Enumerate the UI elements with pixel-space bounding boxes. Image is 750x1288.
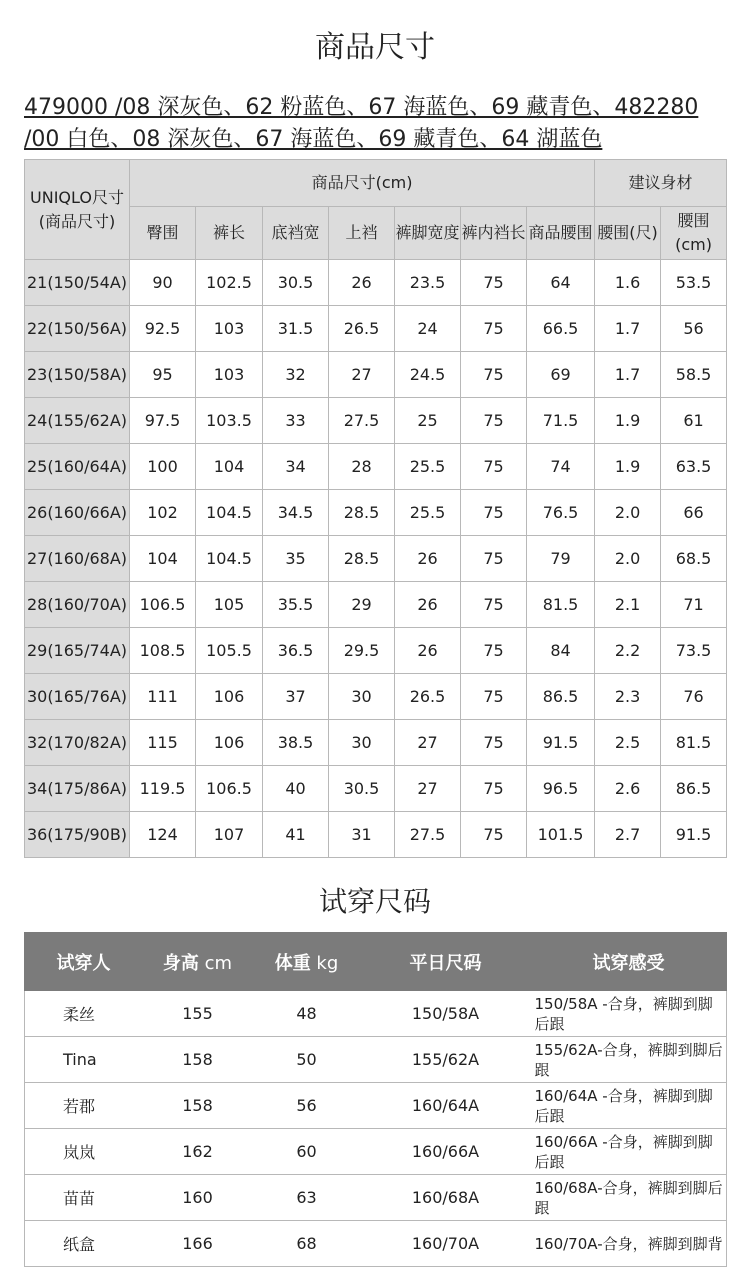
size-value-cell: 30.5 — [263, 260, 329, 306]
body-size-group-header: 建议身材 — [595, 160, 727, 207]
size-row — [25, 398, 727, 444]
size-value-cell: 26.5 — [329, 306, 395, 352]
fit-column-header — [25, 933, 143, 991]
size-value-cell: 68.5 — [661, 536, 727, 582]
fit-height-cell: 155 — [143, 991, 253, 1037]
fit-row — [25, 1129, 727, 1175]
size-column-header: 商品腰围 — [527, 207, 595, 260]
size-value-cell: 73.5 — [661, 628, 727, 674]
size-value-cell: 24 — [395, 306, 461, 352]
size-value-cell: 76.5 — [527, 490, 595, 536]
size-value-cell: 1.9 — [595, 444, 661, 490]
fit-header-label: 体重 — [274, 952, 311, 974]
size-value-cell: 63.5 — [661, 444, 727, 490]
size-row — [25, 582, 727, 628]
fit-usual-cell: 160/64A — [361, 1083, 531, 1129]
size-value-cell: 104.5 — [196, 536, 263, 582]
size-value-cell: 124 — [130, 812, 196, 858]
size-section-title: 商品尺寸 — [315, 30, 435, 65]
fit-usual-cell: 160/68A — [361, 1175, 531, 1221]
size-value-cell: 71.5 — [527, 398, 595, 444]
corner-header-text: UNIQLO尺寸 (商品尺寸) — [30, 187, 124, 231]
fit-feel-cell: 150/58A -合身，裤脚到脚后跟 — [531, 991, 727, 1037]
size-value-cell: 30 — [329, 720, 395, 766]
size-value-cell: 40 — [263, 766, 329, 812]
fit-usual-cell: 155/62A — [361, 1037, 531, 1083]
size-table — [24, 159, 727, 858]
fit-feel-cell: 160/66A -合身，裤脚到脚后跟 — [531, 1129, 727, 1175]
size-value-cell: 1.6 — [595, 260, 661, 306]
size-label-cell: 29(165/74A) — [25, 628, 130, 674]
size-value-cell: 41 — [263, 812, 329, 858]
fit-name-cell: 岚岚 — [25, 1129, 143, 1175]
size-value-cell: 56 — [661, 306, 727, 352]
fit-name-cell: 苗苗 — [25, 1175, 143, 1221]
sku-color-line: 479000 /08 深灰色、62 粉蓝色、67 海蓝色、69 藏青色、482280 /00 白色、08 深灰色、67 海蓝色、69 藏青色、64 湖蓝色 — [24, 95, 699, 152]
size-value-cell: 81.5 — [661, 720, 727, 766]
size-column-header: 臀围 — [130, 207, 196, 260]
size-column-header: 裤内裆长 — [461, 207, 527, 260]
size-value-cell: 105 — [196, 582, 263, 628]
size-value-cell: 1.7 — [595, 352, 661, 398]
fit-feel-cell: 160/68A-合身，裤脚到脚后跟 — [531, 1175, 727, 1221]
size-column-header: 底裆宽 — [263, 207, 329, 260]
fit-row — [25, 1083, 727, 1129]
size-value-cell: 103 — [196, 352, 263, 398]
size-value-cell: 26 — [395, 582, 461, 628]
size-row — [25, 536, 727, 582]
size-value-cell: 26 — [395, 536, 461, 582]
fit-row — [25, 991, 727, 1037]
size-value-cell: 30.5 — [329, 766, 395, 812]
size-value-cell: 31.5 — [263, 306, 329, 352]
size-value-cell: 24.5 — [395, 352, 461, 398]
product-size-group-header: 商品尺寸(cm) — [130, 160, 595, 207]
size-row — [25, 306, 727, 352]
size-value-cell: 34.5 — [263, 490, 329, 536]
size-value-cell: 26 — [329, 260, 395, 306]
fit-name-cell: 纸盒 — [25, 1221, 143, 1267]
size-corner-header — [25, 160, 130, 260]
size-value-cell: 119.5 — [130, 766, 196, 812]
fit-feel-cell: 160/64A -合身，裤脚到脚后跟 — [531, 1083, 727, 1129]
size-value-cell: 103.5 — [196, 398, 263, 444]
fit-height-cell: 158 — [143, 1083, 253, 1129]
fit-row — [25, 1175, 727, 1221]
size-value-cell: 106 — [196, 674, 263, 720]
size-row — [25, 766, 727, 812]
size-value-cell: 74 — [527, 444, 595, 490]
size-value-cell: 96.5 — [527, 766, 595, 812]
size-column-header: 腰围(尺) — [595, 207, 661, 260]
size-value-cell: 107 — [196, 812, 263, 858]
size-value-cell: 2.0 — [595, 490, 661, 536]
fit-column-header — [531, 933, 727, 991]
size-value-cell: 91.5 — [527, 720, 595, 766]
size-value-cell: 58.5 — [661, 352, 727, 398]
size-value-cell: 2.2 — [595, 628, 661, 674]
size-value-cell: 28.5 — [329, 536, 395, 582]
size-value-cell: 81.5 — [527, 582, 595, 628]
size-value-cell: 86.5 — [527, 674, 595, 720]
fit-weight-cell: 48 — [253, 991, 361, 1037]
size-label-cell: 30(165/76A) — [25, 674, 130, 720]
size-row — [25, 628, 727, 674]
fit-column-header — [361, 933, 531, 991]
size-value-cell: 92.5 — [130, 306, 196, 352]
size-value-cell: 66.5 — [527, 306, 595, 352]
size-value-cell: 108.5 — [130, 628, 196, 674]
size-value-cell: 30 — [329, 674, 395, 720]
size-value-cell: 100 — [130, 444, 196, 490]
fit-column-header — [143, 933, 253, 991]
size-label-cell: 34(175/86A) — [25, 766, 130, 812]
size-value-cell: 31 — [329, 812, 395, 858]
fit-section-title: 试穿尺码 — [318, 885, 431, 918]
size-value-cell: 75 — [461, 306, 527, 352]
fit-weight-cell: 68 — [253, 1221, 361, 1267]
size-label-cell: 21(150/54A) — [25, 260, 130, 306]
size-value-cell: 75 — [461, 260, 527, 306]
fit-height-cell: 166 — [143, 1221, 253, 1267]
size-value-cell: 104 — [196, 444, 263, 490]
size-value-cell: 25.5 — [395, 490, 461, 536]
size-value-cell: 1.9 — [595, 398, 661, 444]
size-value-cell: 104.5 — [196, 490, 263, 536]
size-value-cell: 38.5 — [263, 720, 329, 766]
size-label-cell: 32(170/82A) — [25, 720, 130, 766]
size-value-cell: 27.5 — [395, 812, 461, 858]
size-label-cell: 23(150/58A) — [25, 352, 130, 398]
size-value-cell: 111 — [130, 674, 196, 720]
size-column-header: 裤脚宽度 — [395, 207, 461, 260]
size-value-cell: 75 — [461, 628, 527, 674]
size-value-cell: 23.5 — [395, 260, 461, 306]
size-value-cell: 75 — [461, 398, 527, 444]
size-value-cell: 106.5 — [130, 582, 196, 628]
fit-header-label: 试穿人 — [56, 952, 111, 974]
size-value-cell: 97.5 — [130, 398, 196, 444]
size-value-cell: 75 — [461, 766, 527, 812]
size-value-cell: 106.5 — [196, 766, 263, 812]
fit-row — [25, 1221, 727, 1267]
fit-usual-cell: 160/66A — [361, 1129, 531, 1175]
size-value-cell: 105.5 — [196, 628, 263, 674]
size-value-cell: 27 — [395, 766, 461, 812]
size-value-cell: 36.5 — [263, 628, 329, 674]
size-value-cell: 75 — [461, 490, 527, 536]
size-value-cell: 25.5 — [395, 444, 461, 490]
size-value-cell: 71 — [661, 582, 727, 628]
size-value-cell: 2.1 — [595, 582, 661, 628]
fit-usual-cell: 160/70A — [361, 1221, 531, 1267]
size-value-cell: 75 — [461, 674, 527, 720]
size-value-cell: 84 — [527, 628, 595, 674]
size-value-cell: 64 — [527, 260, 595, 306]
size-value-cell: 103 — [196, 306, 263, 352]
size-value-cell: 106 — [196, 720, 263, 766]
size-value-cell: 1.7 — [595, 306, 661, 352]
size-value-cell: 61 — [661, 398, 727, 444]
fit-feel-cell: 160/70A-合身，裤脚到脚背 — [531, 1221, 727, 1267]
size-value-cell: 27 — [395, 720, 461, 766]
size-value-cell: 75 — [461, 812, 527, 858]
size-value-cell: 2.6 — [595, 766, 661, 812]
size-column-header: 裤长 — [196, 207, 263, 260]
size-value-cell: 104 — [130, 536, 196, 582]
size-column-header: 上裆 — [329, 207, 395, 260]
size-value-cell: 86.5 — [661, 766, 727, 812]
size-value-cell: 37 — [263, 674, 329, 720]
fit-name-cell: 柔丝 — [25, 991, 143, 1037]
fit-weight-cell: 60 — [253, 1129, 361, 1175]
size-value-cell: 33 — [263, 398, 329, 444]
fit-row — [25, 1037, 727, 1083]
size-value-cell: 115 — [130, 720, 196, 766]
fit-weight-cell: 50 — [253, 1037, 361, 1083]
size-value-cell: 75 — [461, 444, 527, 490]
fit-header-label: 平日尺码 — [409, 952, 482, 974]
size-value-cell: 32 — [263, 352, 329, 398]
size-value-cell: 27 — [329, 352, 395, 398]
size-value-cell: 35.5 — [263, 582, 329, 628]
size-value-cell: 53.5 — [661, 260, 727, 306]
fit-name-cell: Tina — [25, 1037, 143, 1083]
fit-table — [24, 932, 727, 1267]
fit-usual-cell: 150/58A — [361, 991, 531, 1037]
fit-name-cell: 若郡 — [25, 1083, 143, 1129]
size-label-cell: 36(175/90B) — [25, 812, 130, 858]
size-value-cell: 75 — [461, 720, 527, 766]
size-value-cell: 102.5 — [196, 260, 263, 306]
fit-feel-cell: 155/62A-合身，裤脚到脚后跟 — [531, 1037, 727, 1083]
size-value-cell: 2.7 — [595, 812, 661, 858]
size-value-cell: 2.5 — [595, 720, 661, 766]
size-value-cell: 90 — [130, 260, 196, 306]
fit-weight-cell: 56 — [253, 1083, 361, 1129]
fit-height-cell: 160 — [143, 1175, 253, 1221]
size-value-cell: 75 — [461, 582, 527, 628]
size-value-cell: 27.5 — [329, 398, 395, 444]
size-value-cell: 76 — [661, 674, 727, 720]
size-label-cell: 26(160/66A) — [25, 490, 130, 536]
size-value-cell: 102 — [130, 490, 196, 536]
fit-height-cell: 158 — [143, 1037, 253, 1083]
size-value-cell: 34 — [263, 444, 329, 490]
size-row — [25, 490, 727, 536]
size-value-cell: 28 — [329, 444, 395, 490]
size-label-cell: 25(160/64A) — [25, 444, 130, 490]
size-label-cell: 27(160/68A) — [25, 536, 130, 582]
size-value-cell: 2.0 — [595, 536, 661, 582]
fit-weight-cell: 63 — [253, 1175, 361, 1221]
size-value-cell: 79 — [527, 536, 595, 582]
size-column-header: 腰围(cm) — [661, 207, 727, 260]
size-value-cell: 69 — [527, 352, 595, 398]
size-value-cell: 29.5 — [329, 628, 395, 674]
size-value-cell: 66 — [661, 490, 727, 536]
fit-column-header — [253, 933, 361, 991]
size-value-cell: 95 — [130, 352, 196, 398]
size-row — [25, 812, 727, 858]
size-row — [25, 674, 727, 720]
fit-height-cell: 162 — [143, 1129, 253, 1175]
size-label-cell: 24(155/62A) — [25, 398, 130, 444]
fit-header-unit: kg — [310, 952, 339, 974]
size-row — [25, 720, 727, 766]
size-value-cell: 75 — [461, 536, 527, 582]
fit-header-label: 身高 — [162, 952, 199, 974]
size-value-cell: 35 — [263, 536, 329, 582]
size-value-cell: 28.5 — [329, 490, 395, 536]
size-value-cell: 101.5 — [527, 812, 595, 858]
size-value-cell: 91.5 — [661, 812, 727, 858]
fit-header-unit: cm — [198, 952, 233, 974]
size-value-cell: 2.3 — [595, 674, 661, 720]
size-label-cell: 22(150/56A) — [25, 306, 130, 352]
size-label-cell: 28(160/70A) — [25, 582, 130, 628]
size-value-cell: 25 — [395, 398, 461, 444]
size-value-cell: 75 — [461, 352, 527, 398]
size-row — [25, 352, 727, 398]
size-value-cell: 26.5 — [395, 674, 461, 720]
size-value-cell: 26 — [395, 628, 461, 674]
size-value-cell: 29 — [329, 582, 395, 628]
fit-header-label: 试穿感受 — [592, 952, 665, 974]
size-row — [25, 260, 727, 306]
size-row — [25, 444, 727, 490]
